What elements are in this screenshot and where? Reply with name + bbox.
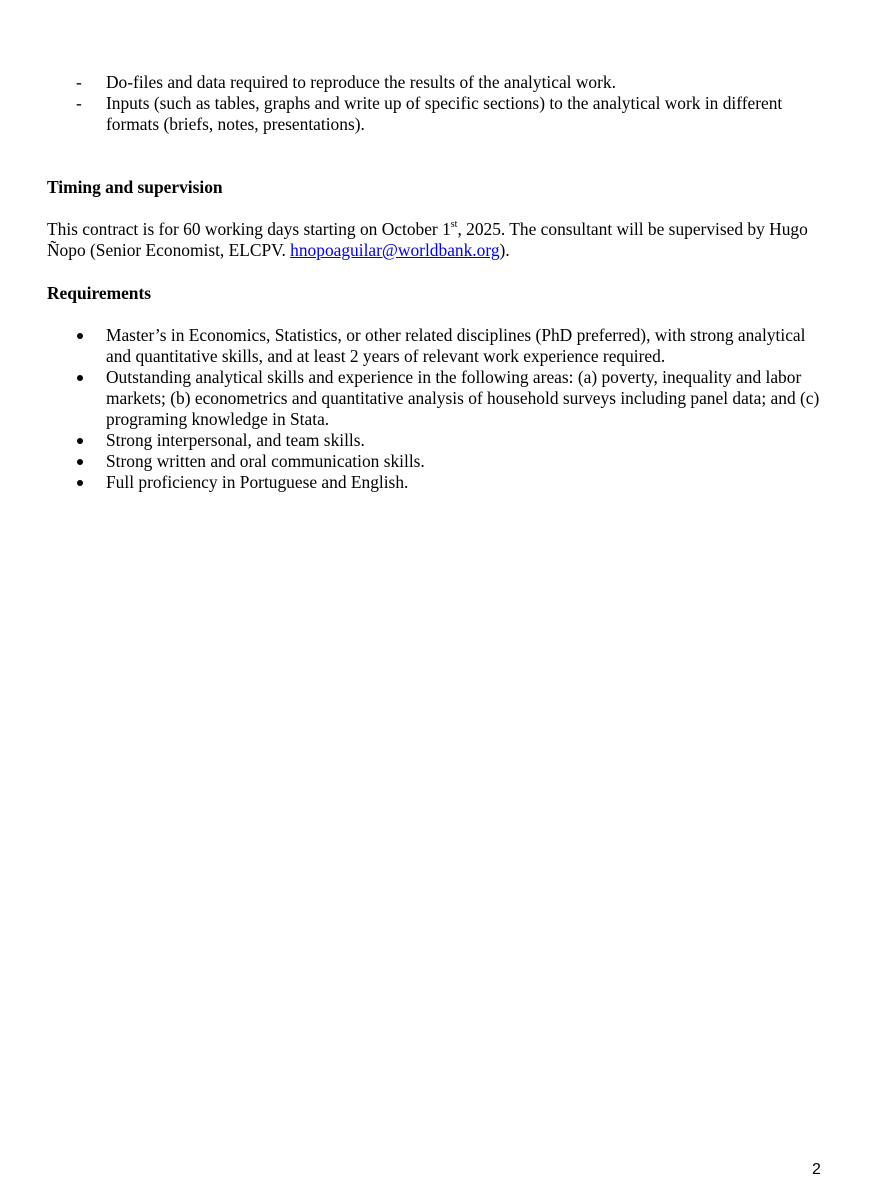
list-item (0, 93, 826, 135)
ordinal-superscript: st (450, 219, 458, 231)
dash-marker: - (76, 72, 82, 92)
page-number: 2 (812, 1161, 821, 1178)
bullet-icon (74, 367, 88, 388)
list-item (0, 451, 826, 472)
list-item-text: Strong written and oral communication skills. (106, 451, 425, 471)
bullet-icon (74, 430, 88, 451)
list-item (0, 325, 826, 367)
requirements-list (0, 325, 881, 493)
timing-heading: Timing and supervision (47, 177, 223, 197)
dash-marker: - (76, 93, 82, 113)
list-item (0, 72, 826, 93)
list-item-text: Inputs (such as tables, graphs and write up of specific sections) to the analytical work in different formats (briefs, notes, presentations). (106, 93, 783, 134)
bullet-icon (74, 451, 88, 472)
list-item (0, 367, 826, 430)
timing-text-middle: , 2025. The consultant will be supervised by Hugo Ñopo (Senior Economist, ELCPV. (47, 219, 808, 260)
timing-paragraph (47, 219, 827, 261)
list-item-text: Master’s in Economics, Statistics, or other related disciplines (PhD preferred), with strong analytical and quantitative skills, and at least 2 years of relevant work experience required. (106, 325, 806, 366)
list-item-text: Outstanding analytical skills and experience in the following areas: (a) poverty, inequality and labor markets; (b) econometrics and quantitative analysis of household surveys including panel data; and (c) programing knowledge in Stata. (106, 367, 820, 429)
deliverables-dash-list (0, 72, 881, 135)
requirements-heading: Requirements (47, 283, 152, 303)
list-item-text: Full proficiency in Portuguese and English. (106, 472, 409, 492)
list-item-text: Do-files and data required to reproduce the results of the analytical work. (106, 72, 616, 92)
list-item-text: Strong interpersonal, and team skills. (106, 430, 365, 450)
bullet-icon (74, 325, 88, 346)
list-item (0, 472, 826, 493)
bullet-icon (74, 472, 88, 493)
supervisor-email-link[interactable]: hnopoaguilar@worldbank.org (290, 240, 500, 260)
timing-text-start: This contract is for 60 working days starting on October 1 (47, 219, 451, 239)
list-item (0, 430, 826, 451)
timing-text-end: ). (499, 240, 510, 260)
